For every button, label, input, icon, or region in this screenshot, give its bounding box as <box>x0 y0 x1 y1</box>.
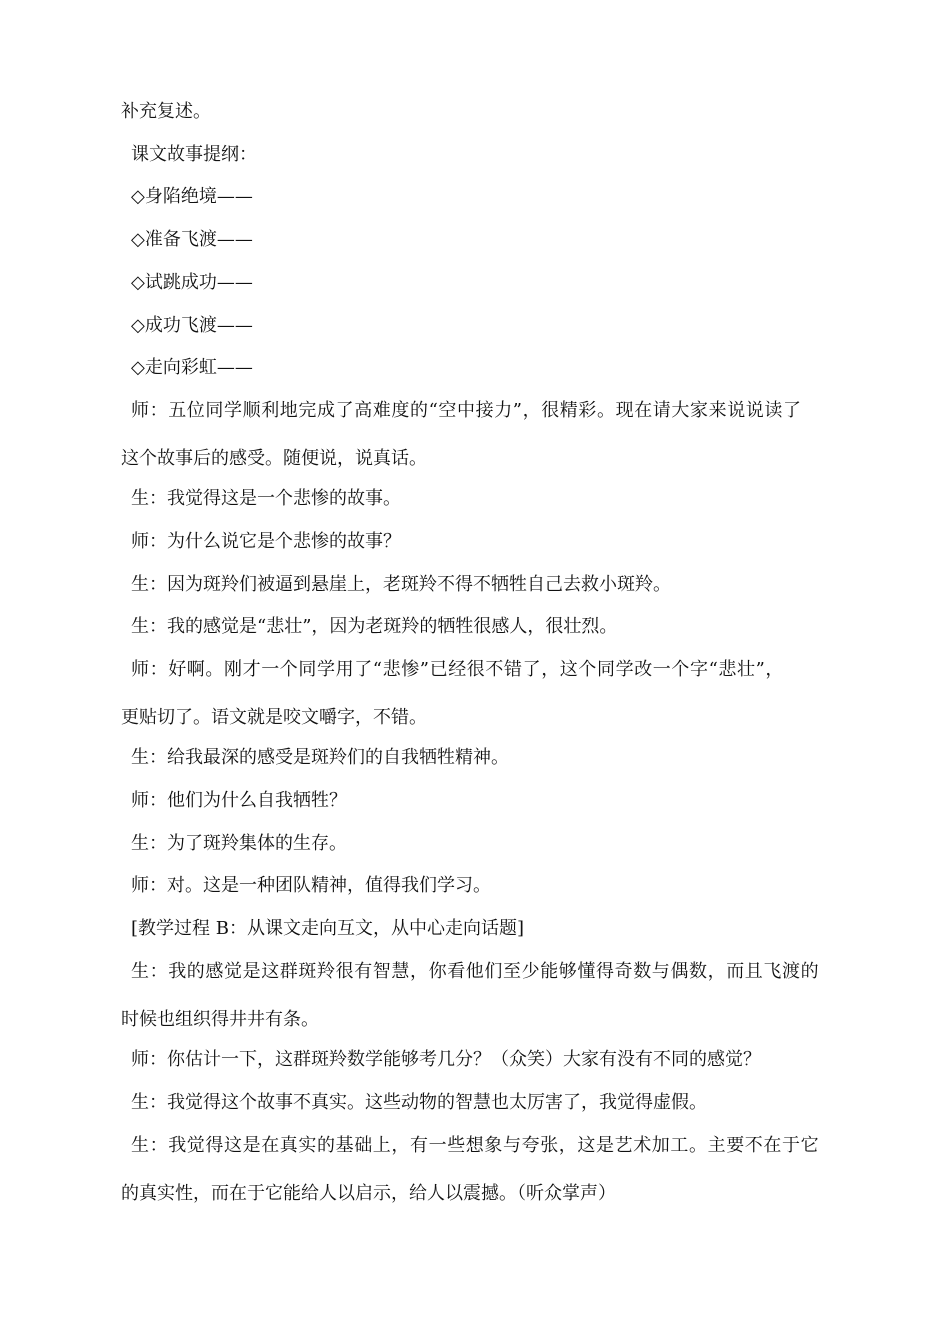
outline-item: ◇准备飞渡—— <box>131 229 253 250</box>
paragraph-line: 补充复述。 <box>121 101 211 122</box>
dialogue-line-first: 生：我觉得这是在真实的基础上，有一些想象与夸张，这是艺术加工。主要不在于它 <box>131 1135 820 1156</box>
dialogue-line: 师：他们为什么自我牺牲？ <box>131 790 347 811</box>
dialogue-line: 生：我觉得这个故事不真实。这些动物的智慧也太厉害了，我觉得虚假。 <box>131 1092 707 1113</box>
dialogue-line: 师：对。这是一种团队精神，值得我们学习。 <box>131 875 491 896</box>
outline-item: ◇身陷绝境—— <box>131 186 253 207</box>
dialogue-line: 生：因为斑羚们被逼到悬崖上，老斑羚不得不牺牲自己去救小斑羚。 <box>131 574 671 595</box>
dialogue-line: 生：给我最深的感受是斑羚们的自我牺牲精神。 <box>131 747 509 768</box>
dialogue-line-continued: 时候也组织得井井有条。 <box>121 1009 319 1030</box>
dialogue-line-first: 师：好啊。刚才一个同学用了“悲惨”已经很不错了，这个同学改一个字“悲壮”， <box>131 659 785 680</box>
outline-item: ◇试跳成功—— <box>131 272 253 293</box>
dialogue-line-continued: 的真实性，而在于它能给人以启示，给人以震撼。（听众掌声） <box>121 1183 616 1204</box>
dialogue-line-continued: 更贴切了。语文就是咬文嚼字，不错。 <box>121 707 427 728</box>
outline-heading: 课文故事提纲： <box>131 144 257 165</box>
outline-item: ◇成功飞渡—— <box>131 315 253 336</box>
dialogue-line: 生：我的感觉是“悲壮”，因为老斑羚的牺牲很感人，很壮烈。 <box>131 616 618 637</box>
outline-item: ◇走向彩虹—— <box>131 357 253 378</box>
dialogue-line-first: 师：五位同学顺利地完成了高难度的“空中接力”，很精彩。现在请大家来说说读了 <box>131 400 802 421</box>
dialogue-line-continued: 这个故事后的感受。随便说，说真话。 <box>121 448 427 469</box>
dialogue-line: 师：为什么说它是个悲惨的故事？ <box>131 531 401 552</box>
section-heading: [教学过程 B：从课文走向互文，从中心走向话题] <box>131 918 524 939</box>
dialogue-line: 生：为了斑羚集体的生存。 <box>131 833 347 854</box>
dialogue-line: 师：你估计一下，这群斑羚数学能够考几分？（众笑）大家有没有不同的感觉？ <box>131 1049 761 1070</box>
dialogue-line: 生：我觉得这是一个悲惨的故事。 <box>131 488 401 509</box>
dialogue-line-first: 生：我的感觉是这群斑羚很有智慧，你看他们至少能够懂得奇数与偶数，而且飞渡的 <box>131 961 820 982</box>
